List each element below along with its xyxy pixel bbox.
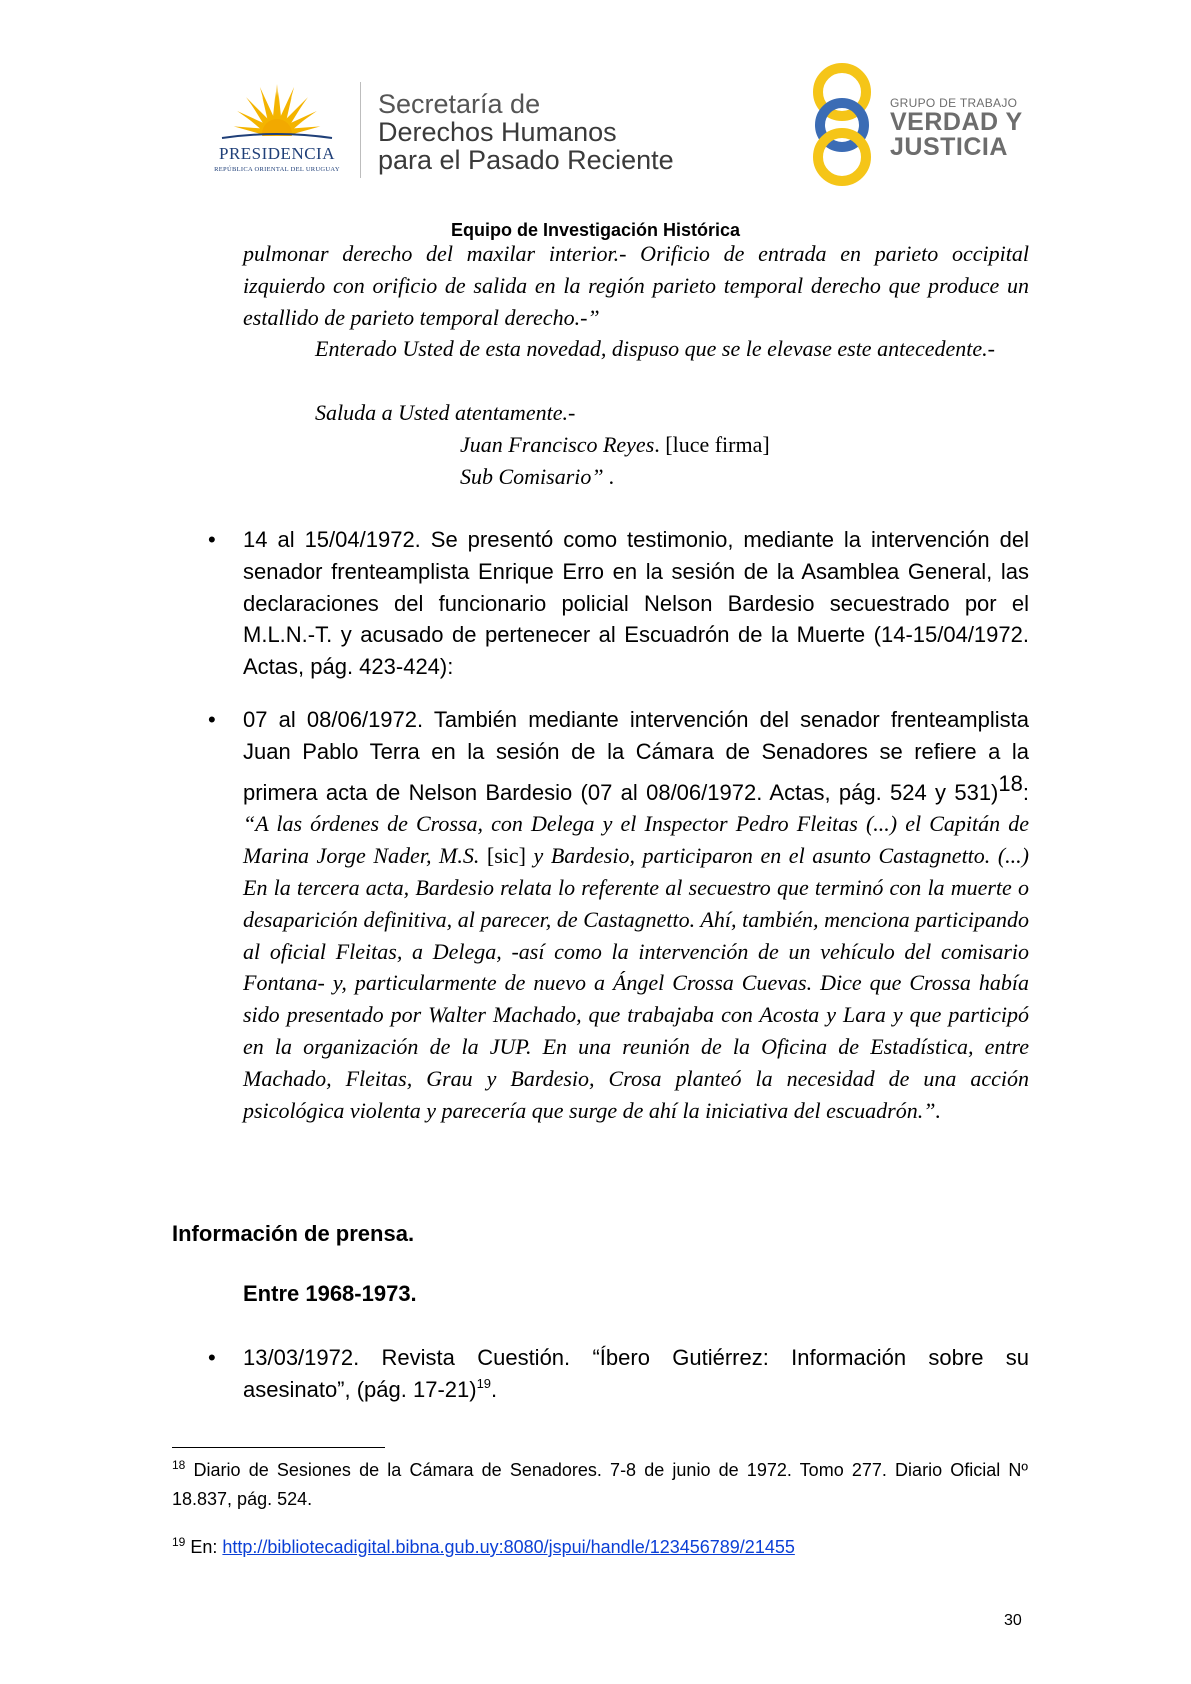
subsection-title: Entre 1968-1973.	[243, 1281, 417, 1306]
footnote-text: Diario de Sesiones de la Cámara de Senadores. 7-8 de junio de 1972. Tomo 277. Diario Oficial Nº 18.837, pág. 524.	[172, 1460, 1028, 1509]
gtvj-line-3: JUSTICIA	[890, 133, 1008, 161]
press-item-end: .	[491, 1376, 498, 1402]
list-item	[243, 1342, 1029, 1406]
presidencia-logo-text: PRESIDENCIA	[218, 144, 335, 163]
footnote-ref-18[interactable]: 18	[998, 770, 1023, 796]
gtvj-line-2: VERDAD Y	[890, 108, 1023, 136]
header-divider	[360, 82, 361, 178]
list-item: 14 al 15/04/1972. Se presentó como testimonio, mediante la intervención del senador frenteamplista Enrique Erro en la sesión de la Asamblea General, las declaraciones del funcionario policial Nelson Bardesio secuestrado por el M.L.N.-T. y acusado de pertenecer al Escuadrón de la Muerte (14-15/04/1972. Actas, pág. 423-424):	[243, 527, 1029, 680]
page-number: 30	[1004, 1612, 1022, 1629]
item-2-sic: [sic]	[479, 843, 534, 869]
item-2-quote-b: y Bardesio, participaron en el asunto Castagnetto. (...) En la tercera acta, Bardesio relata lo referente al secuestro que terminó con la muerte o desaparición definitiva, al parecer, de Castagnetto. Ahí, también, menciona participando al oficial Fleitas, a Delega, -así como la intervención de un vehículo del comisario Fontana- y, particularmente de nuevo a Ángel Crossa Cuevas. Dice que Crossa había sido presentado por Walter Machado, que trabajaba con Acosta y Lara y que participó en la organización de la JUP. En una reunión de la Oficina de Estadística, entre Machado, Fleitas, Grau y Bardesio, Crosa planteó la necesidad de una acción psicológica violenta y parecería que surge de ahí la iniciativa del escuadrón.”.	[243, 843, 1029, 1123]
bullet-2: •	[208, 707, 216, 732]
signature-note: . [luce firma]	[654, 432, 770, 457]
footnote-18	[172, 1456, 1028, 1514]
quote-salute: Saluda a Usted atentamente.-	[315, 400, 576, 425]
signature-name: Juan Francisco Reyes	[460, 432, 655, 457]
quote-signature-title: Sub Comisario” .	[460, 464, 615, 489]
bullet-3: •	[208, 1345, 216, 1370]
secretaria-line-3: para el Pasado Reciente	[378, 145, 674, 175]
item-2-text: 07 al 08/06/1972. También mediante intervención del senador frenteamplista Juan Pablo Terra en la sesión de la Cámara de Senadores se refiere a la primera acta de Nelson Bardesio (07 al 08/06/1972. Actas, pág. 524 y 531)	[243, 707, 1029, 805]
quote-paragraph-2	[243, 333, 1029, 365]
item-2-quote-a: “A las órdenes de Crossa, con Delega y el Inspector Pedro Fleitas (...) el Capitán de Marina Jorge Nader, M.S.	[243, 811, 1029, 869]
footnote-ref-19[interactable]: 19	[476, 1375, 492, 1391]
secretaria-line-1: Secretaría de	[378, 89, 541, 119]
section-title: Información de prensa.	[172, 1221, 415, 1246]
quote-signature-name-line	[460, 429, 770, 461]
presidencia-logo-subtext: REPÚBLICA ORIENTAL DEL URUGUAY	[214, 166, 340, 173]
list-item	[243, 704, 1029, 1126]
team-heading: Equipo de Investigación Histórica	[450, 220, 741, 240]
bullet-1: •	[208, 527, 216, 552]
item-2-colon: :	[1022, 779, 1029, 805]
secretaria-logo-text	[378, 90, 674, 174]
sun-icon	[196, 82, 358, 146]
quote-paragraph-2-text: Enterado Usted de esta novedad, dispuso que se le elevase este antecedente.-	[315, 336, 995, 361]
presidencia-logo	[196, 82, 358, 174]
footnote-number: 19	[172, 1535, 186, 1549]
footnote-number: 18	[172, 1458, 186, 1472]
footnote-separator	[172, 1447, 385, 1448]
footnote-19	[172, 1533, 1028, 1562]
footnote-prefix: En:	[185, 1537, 223, 1557]
quote-paragraph-1: pulmonar derecho del maxilar interior.- Orificio de entrada en parieto occipital izquierdo con orificio de salida en la región parieto temporal derecho que produce un estallido de parieto temporal derecho.-”	[243, 241, 1029, 330]
footnote-link[interactable]: http://bibliotecadigital.bibna.gub.uy:8080/jspui/handle/123456789/21455	[222, 1537, 795, 1557]
secretaria-line-2: Derechos Humanos	[378, 117, 617, 147]
gtvj-logo-text	[890, 96, 1023, 160]
press-item-text: 13/03/1972. Revista Cuestión. “Íbero Gutiérrez: Información sobre su asesinato”, (pág. 17-21)	[243, 1345, 1029, 1402]
gtvj-line-1: GRUPO DE TRABAJO	[890, 96, 1018, 110]
